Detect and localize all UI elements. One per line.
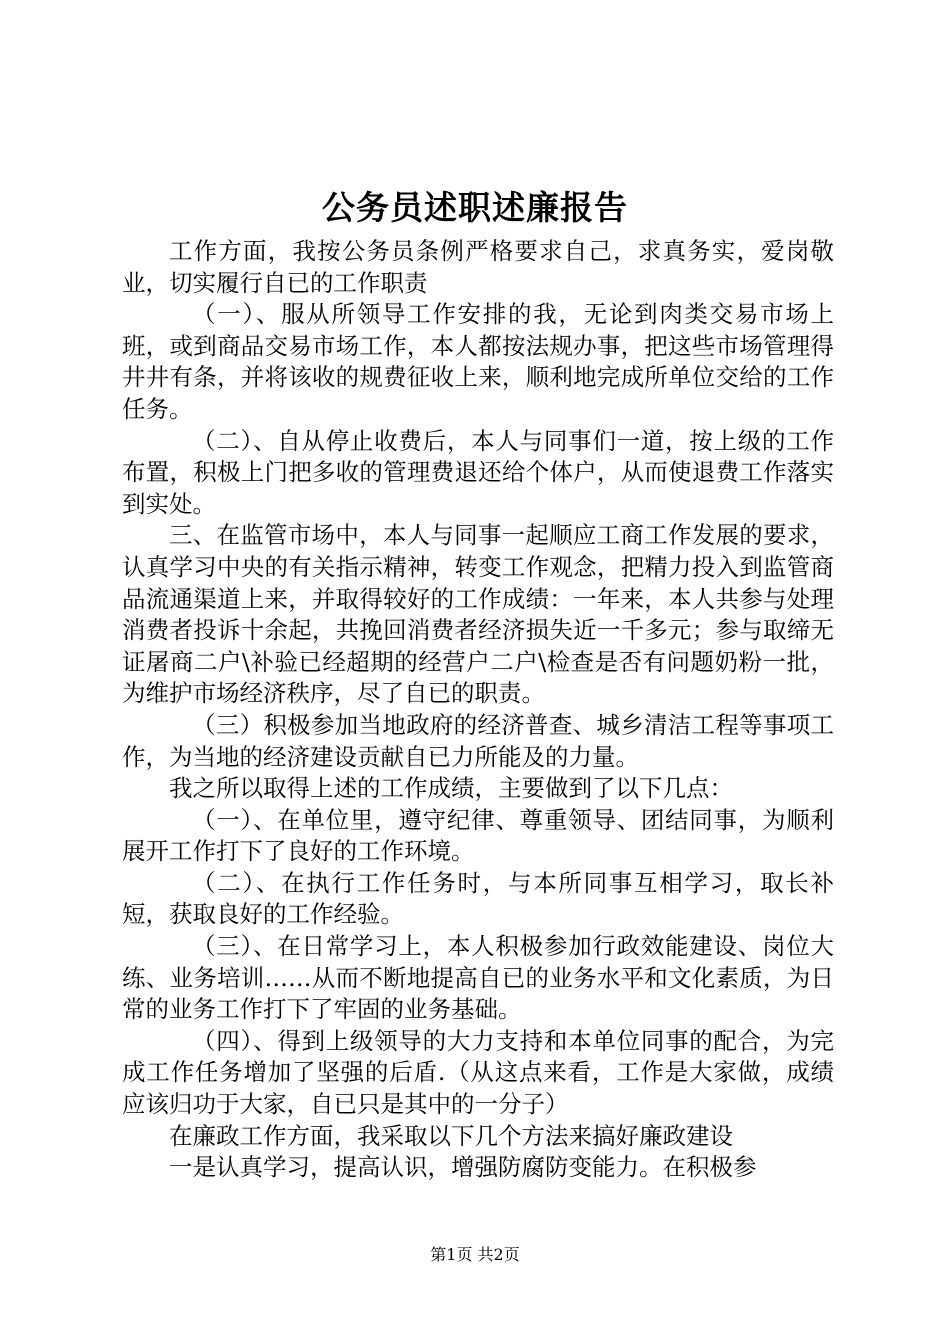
paragraph-point-3: （三）、在日常学习上，本人积极参加行政效能建设、岗位大练、业务培训……从而不断地提高自已的业务水平和文化素质，为日常的业务工作打下了牢固的业务基础。 xyxy=(122,932,834,1024)
paragraph-work-item-2: （二）、自从停止收费后，本人与同事们一道，按上级的工作布置，积极上门把多收的管理费退还给个体户，从而使退费工作落实到实处。 xyxy=(122,426,834,518)
paragraph-work-item-3: （三）积极参加当地政府的经济普查、城乡清洁工程等事项工作，为当地的经济建设贡献自已力所能及的力量。 xyxy=(122,710,834,771)
paragraph-point-4: （四）、得到上级领导的大力支持和本单位同事的配合，为完成工作任务增加了坚强的后盾.（从这点来看，工作是大家做，成绩应该归功于大家，自已只是其中的一分子） xyxy=(122,1026,834,1119)
paragraph-work-item-1: （一）、服从所领导工作安排的我，无论到肉类交易市场上班，或到商品交易市场工作，本人都按法规办事，把这些市场管理得井井有条，并将该收的规费征收上来，顺利地完成所单位交给的工作任务。 xyxy=(122,300,834,423)
paragraph-market-supervision: 三、在监管市场中，本人与同事一起顺应工商工作发展的要求，认真学习中央的有关指示精神，转变工作观念，把精力投入到监管商品流通渠道上来，并取得较好的工作成绩：一年来，本人共参与处理消费者投诉十余起，共挽回消费者经济损失近一千多元；参与取缔无证屠商二户\补验已经超期的经营户二户\检查是否有问题奶粉一批，为维护市场经济秩序，尽了自已的职责。 xyxy=(122,521,834,708)
paragraph-point-2: （二）、在执行工作任务时，与本所同事互相学习，取长补短，获取良好的工作经验。 xyxy=(122,868,834,929)
paragraph-work-intro: 工作方面，我按公务员条例严格要求自己，求真务实，爱岗敬业，切实履行自已的工作职责 xyxy=(122,237,834,297)
document-title: 公务员述职述廉报告 xyxy=(322,188,628,227)
paragraph-achievements-intro: 我之所以取得上述的工作成绩，主要做到了以下几点： xyxy=(169,774,733,803)
paragraph-integrity-1: 一是认真学习，提高认识，增强防腐防变能力。在积极参 xyxy=(169,1153,757,1182)
paragraph-point-1: （一）、在单位里，遵守纪律、尊重领导、团结同事，为顺利展开工作打下了良好的工作环境。 xyxy=(122,805,834,866)
page-number-footer: 第1页 共2页 xyxy=(430,1245,520,1264)
paragraph-integrity-intro: 在廉政工作方面，我采取以下几个方法来搞好廉政建设 xyxy=(169,1121,733,1150)
document-body xyxy=(122,236,834,1184)
